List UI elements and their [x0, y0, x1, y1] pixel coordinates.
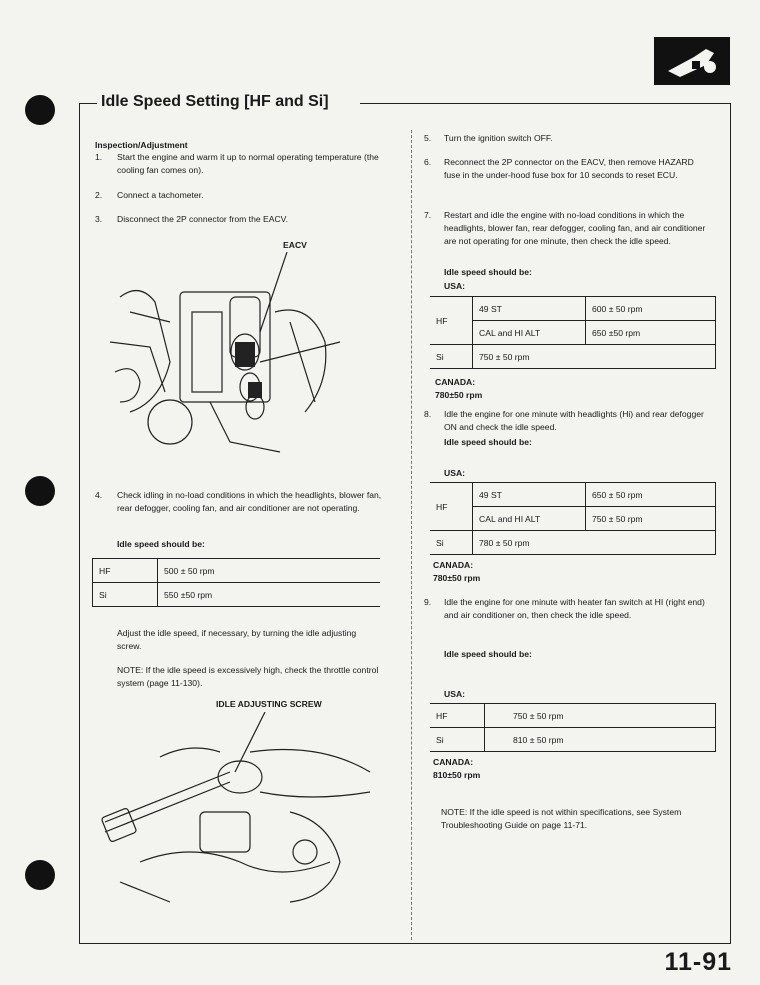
step-text: Idle the engine for one minute with heater fan switch at HI (right end) and air conditioner on, then check the idle speed. [444, 597, 705, 620]
usa-label: USA: [444, 689, 466, 699]
idle-speed-label: Idle speed should be: [444, 267, 532, 277]
table-cell: HF [430, 483, 473, 531]
step-text: Connect a tachometer. [117, 190, 204, 200]
table-row [93, 583, 381, 607]
table-cell: 750 ± 50 rpm [473, 345, 716, 369]
table-cell: Si [93, 583, 158, 607]
step-text: Disconnect the 2P connector from the EACV. [117, 214, 289, 224]
frame-top-rule [360, 103, 730, 104]
table-row [430, 321, 716, 345]
table-row [93, 559, 381, 583]
step-text: Turn the ignition switch OFF. [444, 133, 553, 143]
idle-speed-label: Idle speed should be: [444, 437, 532, 447]
binder-hole [25, 95, 55, 125]
table-row [430, 483, 716, 507]
table-cell: 750 ± 50 rpm [485, 704, 716, 728]
step-number: 6. [424, 157, 432, 167]
table-cell: HF [93, 559, 158, 583]
subheading: Inspection/Adjustment [95, 140, 188, 150]
table-row [430, 507, 716, 531]
table-cell: 650 ±50 rpm [586, 321, 716, 345]
table-cell: 650 ± 50 rpm [586, 483, 716, 507]
canada-label: CANADA: [433, 757, 474, 767]
step-number: 9. [424, 597, 432, 607]
step-text: Restart and idle the engine with no-load conditions in which the headlights, blower fan, rear defogger, cooling fan, and air conditioner are not operating for one minute, then check the idle speed. [444, 210, 706, 246]
table-cell: CAL and HI ALT [473, 507, 586, 531]
eacv-engine-illustration [110, 252, 360, 457]
step-text: Reconnect the 2P connector on the EACV, then remove HAZARD fuse in the under-hood fuse box for 10 seconds to reset ECU. [444, 157, 694, 180]
table-cell: 49 ST [473, 483, 586, 507]
table-cell: 550 ±50 rpm [158, 583, 381, 607]
note-text: NOTE: If the idle speed is excessively high, check the throttle control system (page 11-130). [117, 665, 379, 688]
canada-value: 810±50 rpm [433, 770, 481, 780]
note-text: NOTE: If the idle speed is not within specifications, see System Troubleshooting Guide on page 11-71. [441, 807, 682, 830]
table-row [430, 297, 716, 321]
idle-adjusting-screw-illustration [100, 712, 380, 912]
adjust-text: Adjust the idle speed, if necessary, by turning the idle adjusting screw. [117, 628, 357, 651]
step-number: 4. [95, 490, 103, 500]
step-text: Check idling in no-load conditions in which the headlights, blower fan, rear defogger, cooling fan, and air conditioner are not operating. [117, 490, 382, 513]
step-number: 8. [424, 409, 432, 419]
table-cell: Si [430, 728, 485, 752]
table-cell: Si [430, 531, 473, 555]
table-cell: HF [430, 704, 485, 728]
page-title: Idle Speed Setting [HF and Si] [97, 93, 333, 111]
table-cell: 780 ± 50 rpm [473, 531, 716, 555]
fuel-system-tab-icon [654, 37, 730, 85]
step-text: Idle the engine for one minute with headlights (Hi) and rear defogger ON and check the idle speed. [444, 409, 704, 432]
step-number: 7. [424, 210, 432, 220]
idle-speed-label: Idle speed should be: [444, 649, 532, 659]
step-number: 1. [95, 152, 103, 162]
step-number: 2. [95, 190, 103, 200]
idle-speed-table-1 [430, 296, 716, 369]
idle-speed-table-2 [430, 482, 716, 555]
table-row [430, 704, 716, 728]
column-divider [411, 130, 412, 940]
binder-hole [25, 476, 55, 506]
table-cell: 49 ST [473, 297, 586, 321]
table-row [430, 531, 716, 555]
table-cell: 600 ± 50 rpm [586, 297, 716, 321]
table-cell: 500 ± 50 rpm [158, 559, 381, 583]
table-cell: HF [430, 297, 473, 345]
binder-hole [25, 860, 55, 890]
canada-value: 780±50 rpm [433, 573, 481, 583]
frame-top-rule [79, 103, 97, 104]
table-cell: Si [430, 345, 473, 369]
step-number: 3. [95, 214, 103, 224]
table-row [430, 345, 716, 369]
usa-label: USA: [444, 468, 466, 478]
step-text: Start the engine and warm it up to normal operating temperature (the cooling fan comes on). [117, 152, 379, 175]
idle-speed-table [92, 558, 380, 607]
figure-label: IDLE ADJUSTING SCREW [216, 699, 322, 709]
usa-label: USA: [444, 281, 466, 291]
table-cell: 750 ± 50 rpm [586, 507, 716, 531]
canada-value: 780±50 rpm [435, 390, 483, 400]
idle-speed-label: Idle speed should be: [117, 539, 205, 549]
step-number: 5. [424, 133, 432, 143]
table-cell: CAL and HI ALT [473, 321, 586, 345]
page-number: 11-91 [664, 948, 732, 976]
figure-label: EACV [283, 240, 307, 250]
table-row [430, 728, 716, 752]
canada-label: CANADA: [433, 560, 474, 570]
idle-speed-table-3 [430, 703, 716, 752]
table-cell: 810 ± 50 rpm [485, 728, 716, 752]
canada-label: CANADA: [435, 377, 476, 387]
